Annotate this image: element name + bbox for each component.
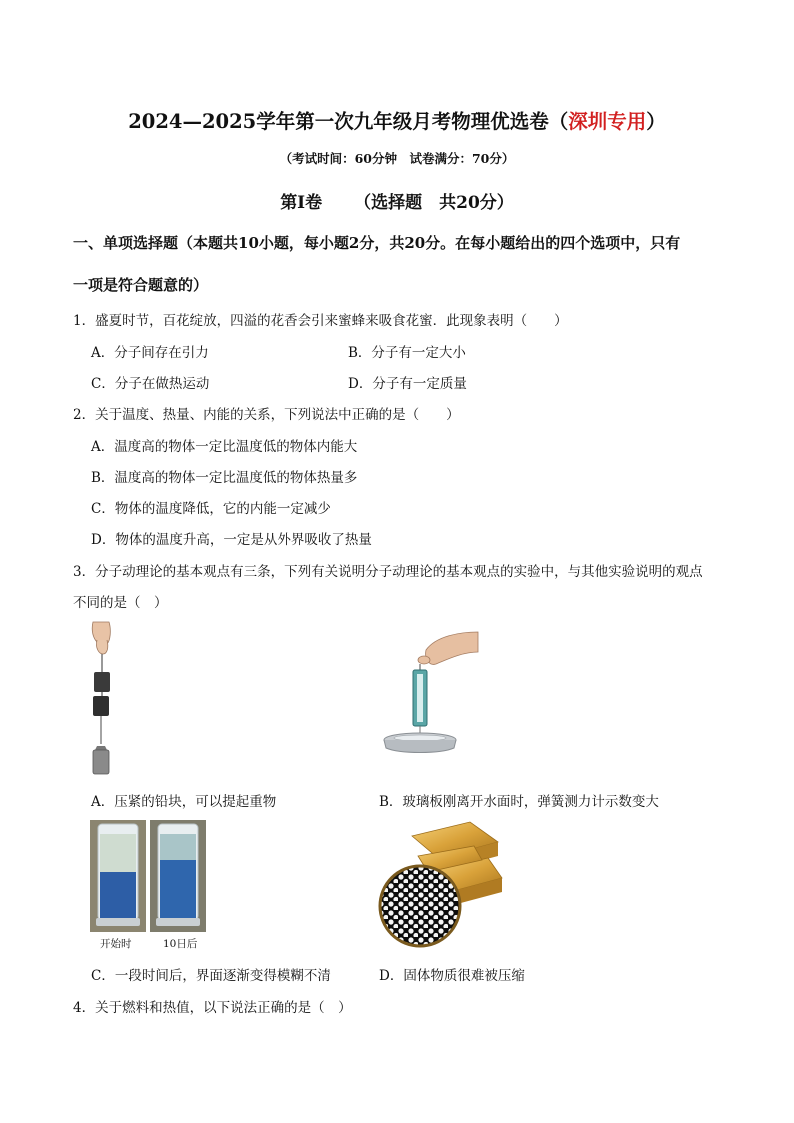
part-type: （选择题 共20分）	[354, 193, 514, 213]
q1-option-c: C．分子在做热运动	[91, 376, 210, 392]
figure-lead-blocks	[85, 620, 125, 776]
q1-option-b: B．分子有一定大小	[348, 345, 466, 361]
q2-option-a: A．温度高的物体一定比温度低的物体内能大	[91, 439, 358, 455]
title-highlight: 深圳专用	[568, 110, 647, 133]
q3-option-b: B．玻璃板刚离开水面时，弹簧测力计示数变大	[379, 794, 659, 810]
exam-subtitle: （考试时间：60分钟 试卷满分：70分）	[279, 151, 515, 166]
section-heading-line1: 一、单项选择题（本题共10小题，每小题2分，共20分。在每小题给出的四个选项中，只有	[73, 234, 681, 252]
part-heading	[0, 188, 794, 213]
part-label: 第Ⅰ卷	[280, 193, 323, 213]
title-main: 2024—2025学年第一次九年级月考物理优选卷（	[128, 110, 569, 133]
figure-spring-scale	[380, 630, 480, 756]
title-end: ）	[646, 110, 666, 133]
section-heading-line2: 一项是符合题意的）	[73, 276, 209, 294]
q4-stem: 4．关于燃料和热值，以下说法正确的是（ ）	[73, 1000, 352, 1016]
q2-option-d: D．物体的温度升高，一定是从外界吸收了热量	[91, 532, 372, 548]
jar-label-after: 10日后	[163, 938, 198, 950]
q1-stem: 1．盛夏时节，百花绽放，四溢的花香会引来蜜蜂来吸食花蜜．此现象表明（ ）	[73, 313, 568, 329]
q3-option-c: C．一段时间后，界面逐渐变得模糊不清	[91, 968, 331, 984]
q1-option-a: A．分子间存在引力	[91, 345, 209, 361]
figure-diffusion-jars	[90, 820, 206, 932]
figure-gold-lattice	[378, 820, 502, 950]
jar-label-start: 开始时	[100, 938, 132, 950]
q3-option-d: D．固体物质很难被压缩	[379, 968, 525, 984]
q2-option-b: B．温度高的物体一定比温度低的物体热量多	[91, 470, 358, 486]
exam-title	[0, 106, 794, 134]
q1-option-d: D．分子有一定质量	[348, 376, 467, 392]
q3-stem-line2: 不同的是（ ）	[73, 595, 168, 611]
q2-option-c: C．物体的温度降低，它的内能一定减少	[91, 501, 331, 517]
q2-stem: 2．关于温度、热量、内能的关系，下列说法中正确的是（ ）	[73, 407, 460, 423]
q3-stem-line1: 3．分子动理论的基本观点有三条，下列有关说明分子动理论的基本观点的实验中，与其他实验说明的观点	[73, 564, 703, 580]
q3-option-a: A．压紧的铅块，可以提起重物	[91, 794, 277, 810]
